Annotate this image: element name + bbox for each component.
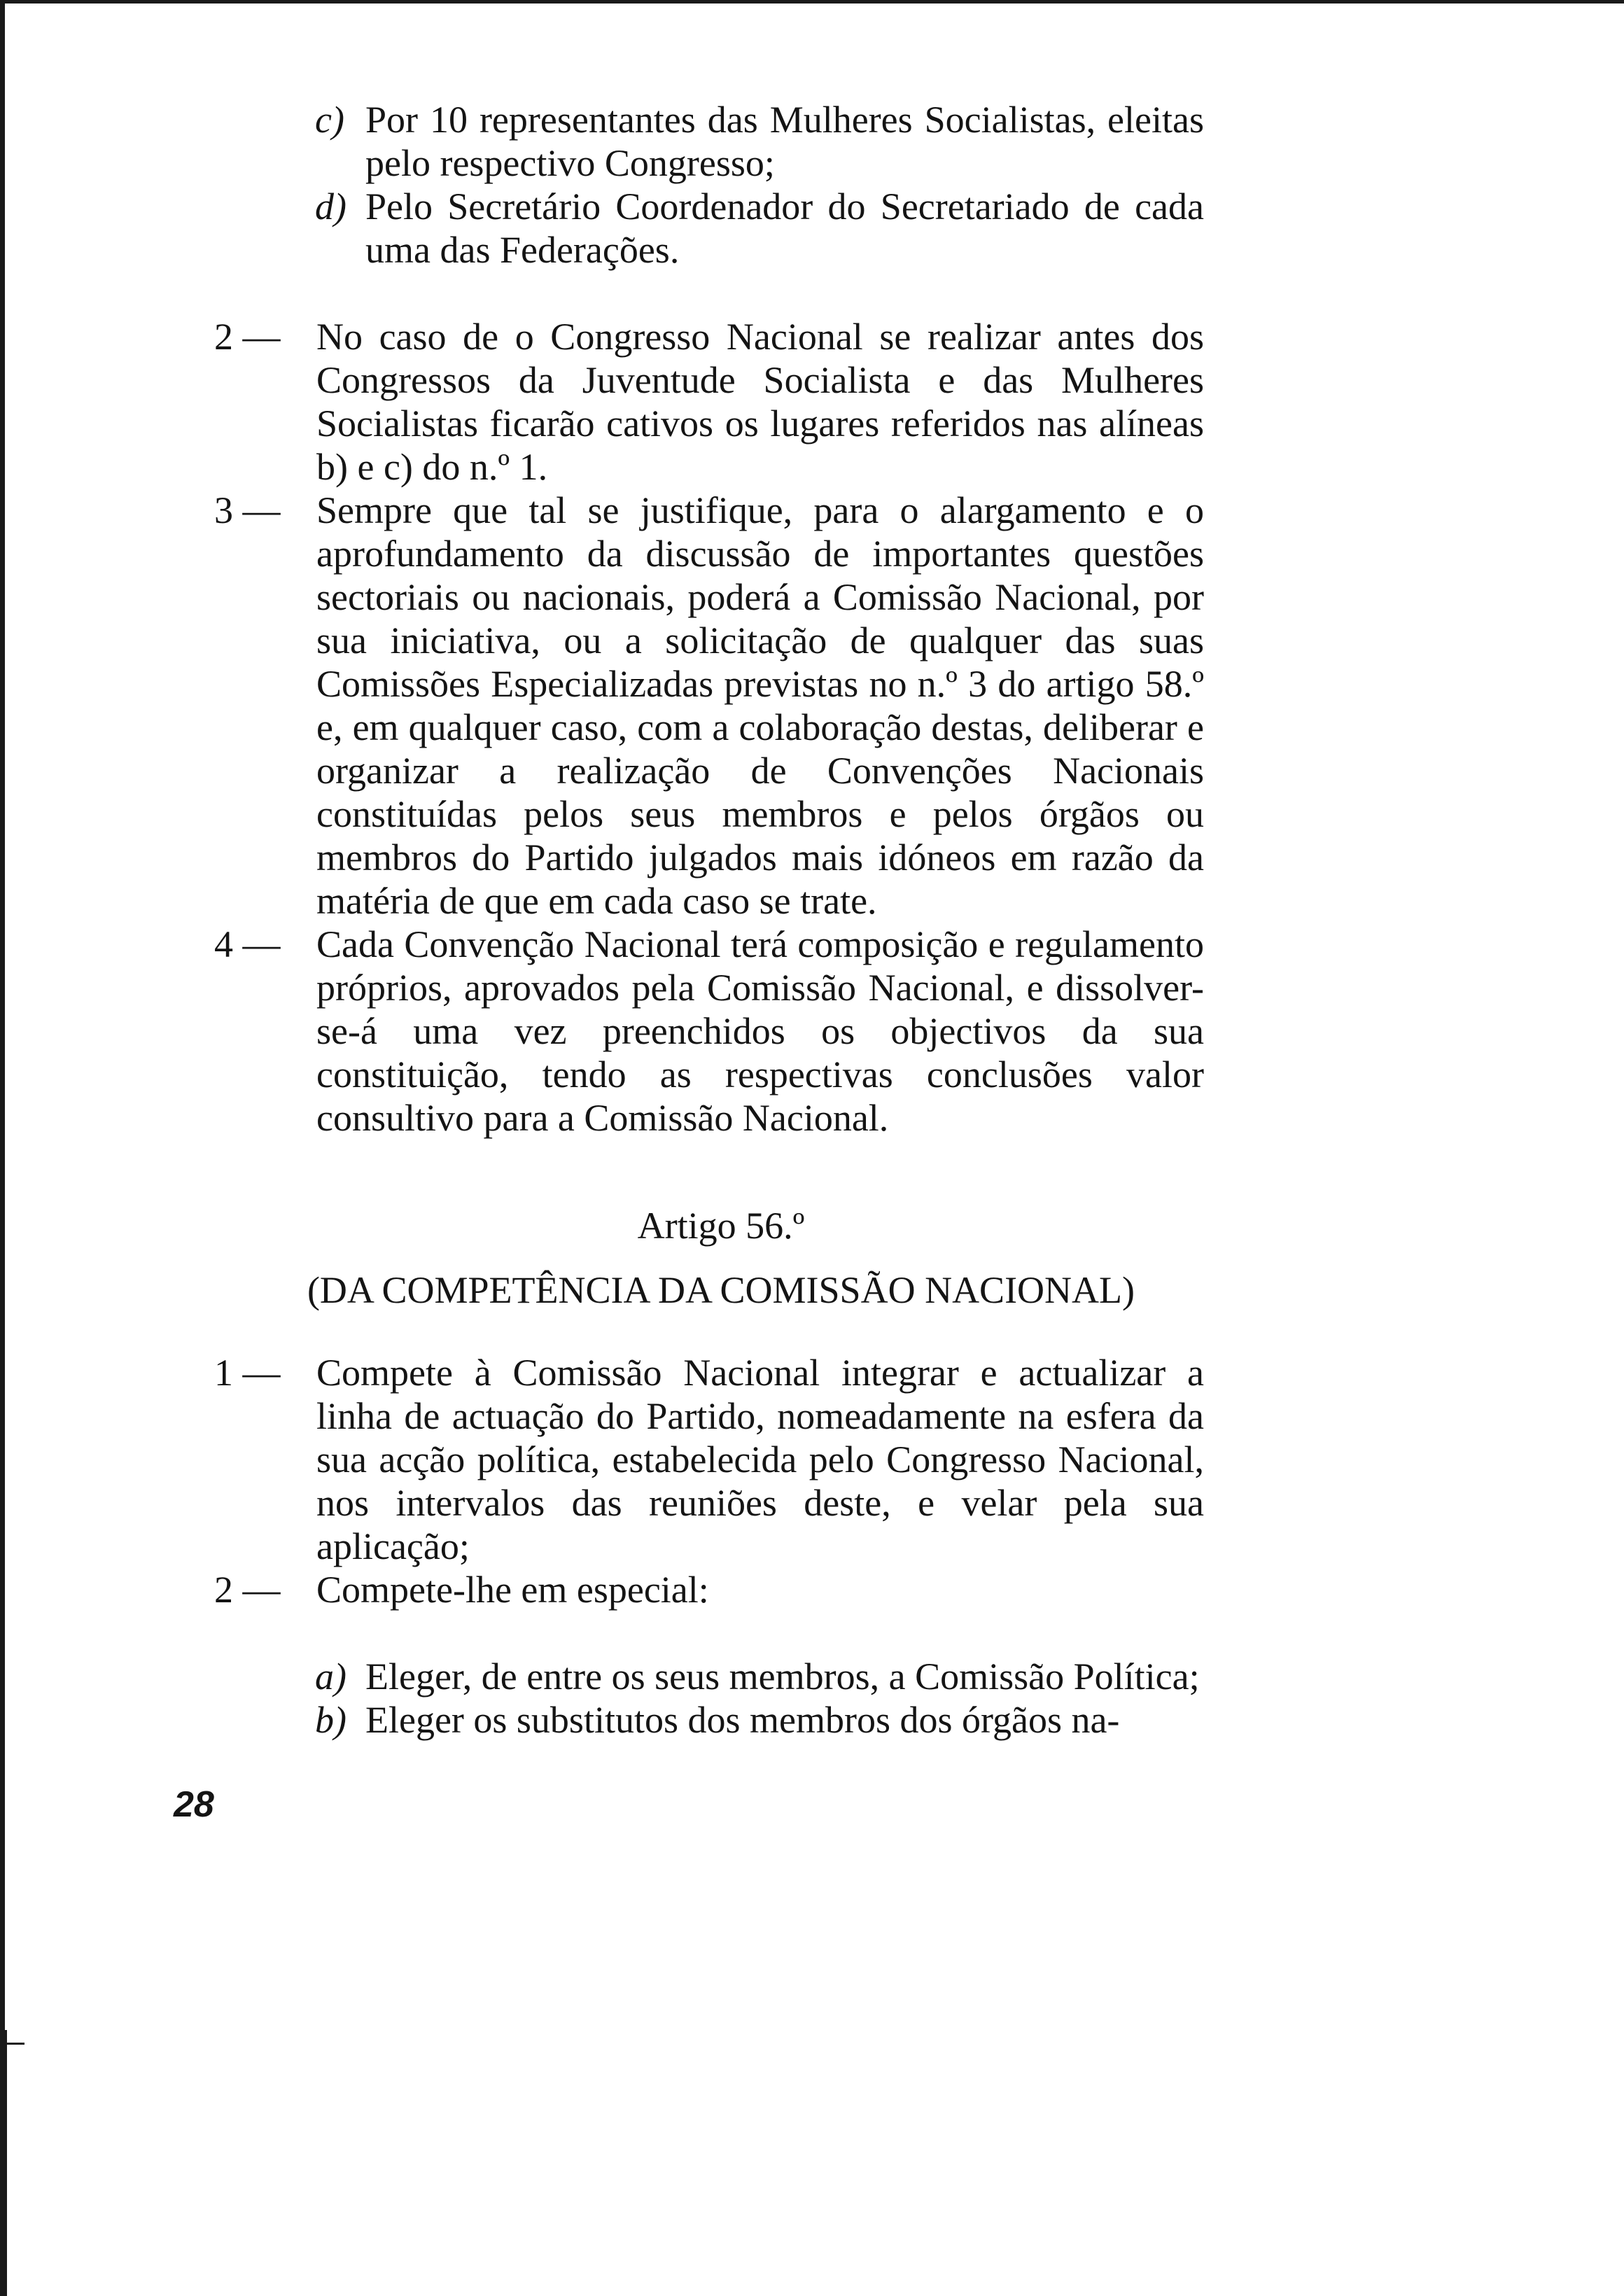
item-marker: d) [315, 186, 346, 227]
item-text: Pelo Secretário Coordenador do Secretariado de cada uma das Federações. [365, 186, 1204, 271]
page-number: 28 [174, 1784, 214, 1825]
scan-edge-left [0, 0, 5, 2296]
paragraph-marker: 2 — [214, 316, 281, 358]
scan-edge-top [0, 0, 1624, 4]
item-marker: a) [315, 1656, 346, 1698]
competence-paragraph-2 [214, 1568, 1204, 1611]
paragraph-marker: 4 — [214, 923, 281, 965]
list-item-c [315, 98, 1204, 185]
paragraph-3 [214, 489, 1204, 923]
scan-tick-mark [5, 2043, 24, 2045]
paragraph-2 [214, 315, 1204, 489]
item-marker: b) [315, 1699, 346, 1741]
list-item-b [315, 1698, 1204, 1742]
paragraph-text: No caso de o Congresso Nacional se realizar antes dos Congressos da Juventude Socialista e das Mulheres Socialistas ficarão cativos os lugares referidos nas alíneas b) e c) do n.º 1. [316, 316, 1204, 488]
scan-edge-left-thick [0, 2030, 7, 2296]
competence-paragraph-1 [214, 1351, 1204, 1568]
paragraph-marker: 1 — [214, 1352, 281, 1394]
paragraph-marker: 2 — [214, 1569, 281, 1611]
paragraph-text: Cada Convenção Nacional terá composição e regulamento próprios, aprovados pela Comissão Nacional, e dissolver-se-á uma vez preenchidos os objectivos da sua constituição, tendo as respectivas conclusões valor consultivo para a Comissão Nacional. [316, 923, 1204, 1139]
paragraph-4 [214, 923, 1204, 1140]
list-item-a [315, 1655, 1204, 1698]
list-item-d [315, 185, 1204, 272]
item-marker: c) [315, 99, 344, 141]
paragraph-text: Compete à Comissão Nacional integrar e actualizar a linha de actuação do Partido, nomeadamente na esfera da sua acção política, estabelecida pelo Congresso Nacional, nos intervalos das reuniões deste, e velar pela sua aplicação; [316, 1352, 1204, 1567]
item-text: Eleger, de entre os seus membros, a Comissão Política; [365, 1656, 1200, 1698]
paragraph-text: Compete-lhe em especial: [316, 1569, 709, 1611]
paragraph-marker: 3 — [214, 489, 281, 531]
item-text: Eleger os substitutos dos membros dos órgãos na- [365, 1699, 1120, 1741]
article-subtitle: (DA COMPETÊNCIA DA COMISSÃO NACIONAL) [307, 1269, 1135, 1311]
article-title: Artigo 56.º [637, 1205, 805, 1247]
item-text: Por 10 representantes das Mulheres Socialistas, eleitas pelo respectivo Congresso; [365, 99, 1204, 184]
paragraph-text: Sempre que tal se justifique, para o alargamento e o aprofundamento da discussão de importantes questões sectoriais ou nacionais, poderá a Comissão Nacional, por sua iniciativa, ou a solicitação de qualquer das suas Comissões Especializadas previstas no n.º 3 do artigo 58.º e, em qualquer caso, com a colaboração destas, deliberar e organizar a realização de Convenções Nacionais constituídas pelos seus membros e pelos órgãos ou membros do Partido julgados mais idóneos em razão da matéria de que em cada caso se trate. [316, 489, 1204, 922]
document-page [196, 98, 1204, 1742]
